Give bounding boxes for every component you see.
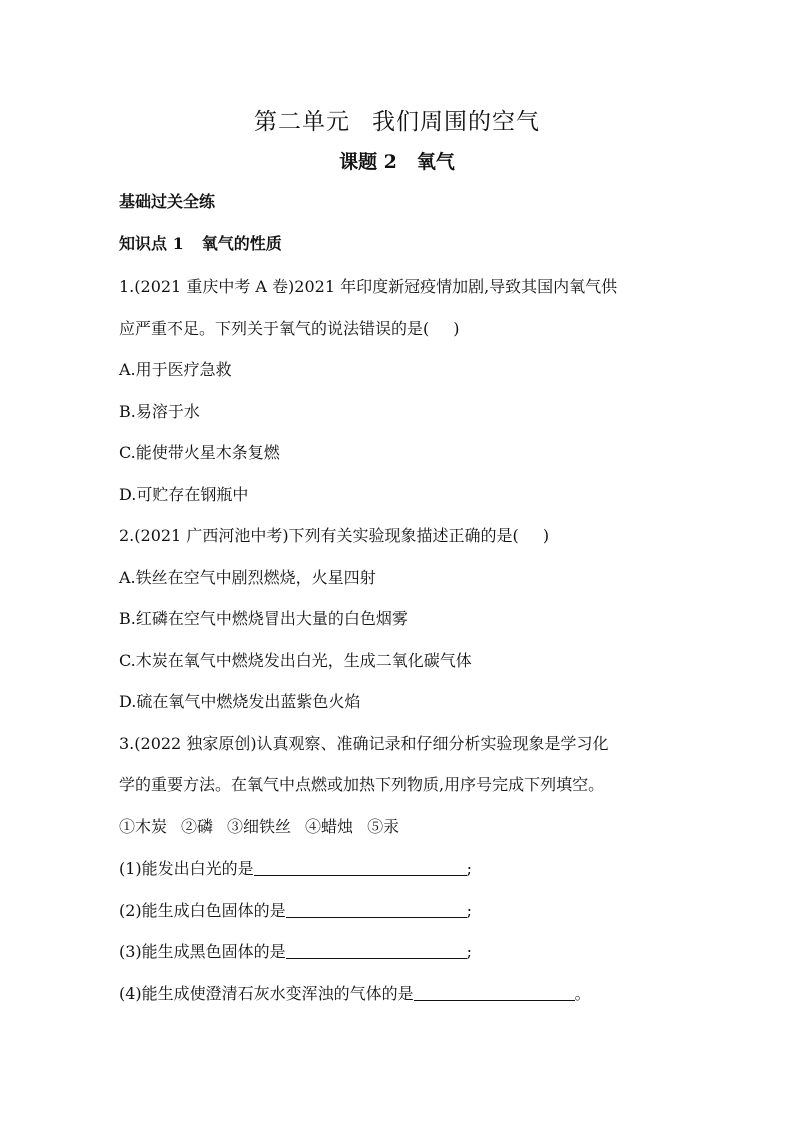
q3-blank-4-field[interactable] bbox=[414, 986, 575, 1001]
q1-close-paren: ) bbox=[453, 319, 460, 338]
q2-stem bbox=[119, 523, 549, 546]
q3-blank-2-end: ; bbox=[466, 901, 473, 920]
q1-option-d: D.可贮存在钢瓶中 bbox=[119, 485, 249, 504]
q2-option-a: A.铁丝在空气中剧烈燃烧，火星四射 bbox=[119, 568, 376, 587]
q3-blank-1-row bbox=[119, 856, 472, 879]
q1-stem-line1: 1.(2021 重庆中考 A 卷)2021 年印度新冠疫情加剧,导致其国内氧气供 bbox=[119, 277, 618, 296]
q3-substance-5: ⑤汞 bbox=[367, 817, 400, 836]
knowledge-point-label: 知识点 1 bbox=[119, 234, 184, 253]
knowledge-point-title: 氧气的性质 bbox=[201, 234, 282, 253]
q3-blank-3-end: ; bbox=[466, 942, 473, 961]
q3-blank-1-label: (1)能发出白光的是 bbox=[119, 859, 254, 878]
q2-option-c: C.木炭在氧气中燃烧发出白光，生成二氧化碳气体 bbox=[119, 651, 472, 670]
q1-stem-text: 应严重不足。下列关于氧气的说法错误的是( bbox=[119, 319, 430, 338]
q3-substance-list bbox=[119, 814, 413, 837]
q3-blank-2-row bbox=[119, 898, 472, 921]
q3-substance-3: ③细铁丝 bbox=[227, 817, 292, 836]
q3-blank-2-field[interactable] bbox=[286, 903, 467, 918]
q1-option-c: C.能使带火星木条复燃 bbox=[119, 443, 280, 462]
q3-stem-line2: 学的重要方法。在氧气中点燃或加热下列物质,用序号完成下列填空。 bbox=[119, 775, 605, 794]
q3-blank-3-label: (3)能生成黑色固体的是 bbox=[119, 942, 286, 961]
unit-heading bbox=[0, 103, 794, 136]
knowledge-point-heading bbox=[119, 231, 282, 254]
lesson-title: 氧气 bbox=[416, 151, 455, 173]
q3-blank-3-row bbox=[119, 939, 472, 962]
lesson-heading bbox=[0, 147, 794, 174]
q1-option-a: A.用于医疗急救 bbox=[119, 360, 232, 379]
q3-blank-3-field[interactable] bbox=[286, 944, 467, 959]
q3-substance-1: ①木炭 bbox=[119, 817, 168, 836]
unit-title: 我们周围的空气 bbox=[372, 109, 540, 135]
q3-blank-4-end: 。 bbox=[574, 984, 591, 1003]
q3-blank-4-row bbox=[119, 981, 591, 1004]
q1-option-b: B.易溶于水 bbox=[119, 402, 200, 421]
q3-blank-1-field[interactable] bbox=[254, 861, 467, 876]
unit-label: 第二单元 bbox=[254, 109, 350, 135]
q2-option-b: B.红磷在空气中燃烧冒出大量的白色烟雾 bbox=[119, 609, 408, 628]
q2-stem-text: 2.(2021 广西河池中考)下列有关实验现象描述正确的是( bbox=[119, 526, 519, 545]
q2-close-paren: ) bbox=[542, 526, 550, 545]
q3-stem-line1: 3.(2022 独家原创)认真观察、准确记录和仔细分析实验现象是学习化 bbox=[119, 734, 609, 753]
q2-option-d: D.硫在氧气中燃烧发出蓝紫色火焰 bbox=[119, 692, 361, 711]
q3-substance-4: ④蜡烛 bbox=[305, 817, 354, 836]
q3-blank-4-label: (4)能生成使澄清石灰水变浑浊的气体的是 bbox=[119, 984, 414, 1003]
q3-substance-2: ②磷 bbox=[181, 817, 214, 836]
q1-stem-line2 bbox=[119, 316, 460, 339]
q3-blank-2-label: (2)能生成白色固体的是 bbox=[119, 901, 286, 920]
lesson-label: 课题 2 bbox=[339, 151, 397, 173]
section-heading: 基础过关全练 bbox=[119, 192, 216, 211]
q3-blank-1-end: ; bbox=[466, 859, 473, 878]
